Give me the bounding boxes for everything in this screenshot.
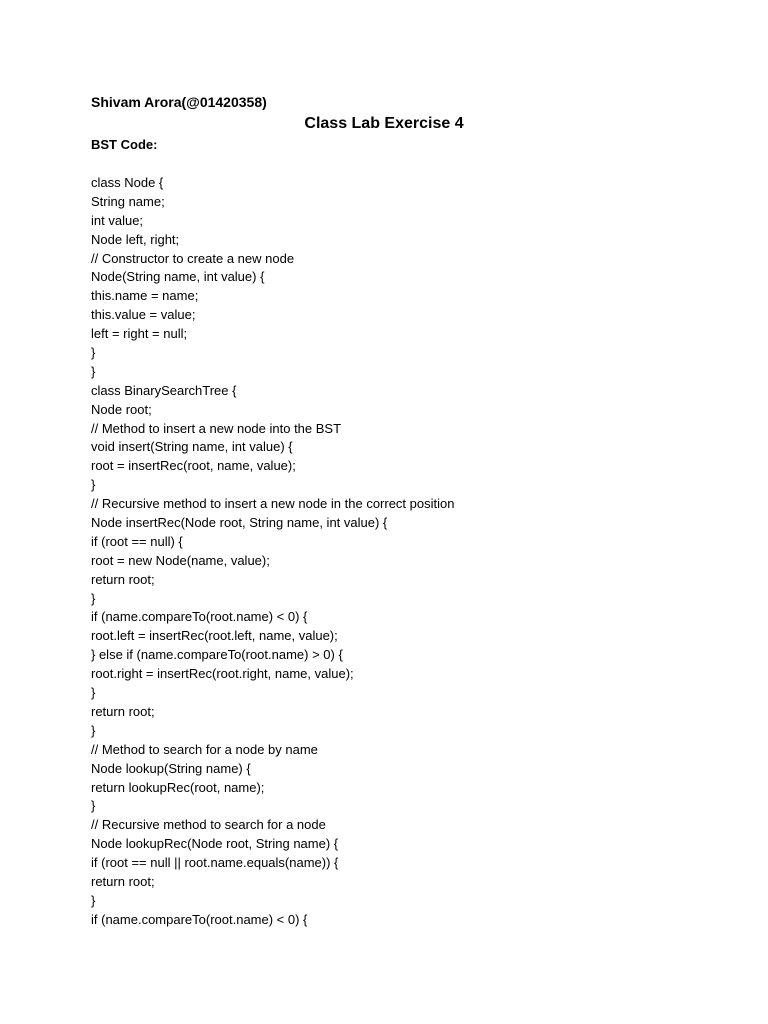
code-line: class BinarySearchTree { (91, 382, 237, 398)
code-line: return root; (91, 873, 155, 889)
code-line: // Recursive method to insert a new node in the correct position (91, 496, 455, 512)
code-line: } (91, 363, 96, 379)
document-title-text: Class Lab Exercise 4 (304, 115, 464, 132)
code-line: Node lookup(String name) { (91, 760, 251, 776)
code-line: Node left, right; (91, 231, 180, 247)
code-line: // Recursive method to search for a node (91, 817, 326, 833)
code-line: Node lookupRec(Node root, String name) { (91, 836, 339, 852)
code-line: root = new Node(name, value); (91, 552, 270, 568)
code-line: void insert(String name, int value) { (91, 439, 293, 455)
code-line: // Method to insert a new node into the BST (91, 420, 342, 436)
code-line: Node(String name, int value) { (91, 269, 265, 285)
code-line: } (91, 798, 96, 814)
code-line: if (root == null || root.name.equals(name)) { (91, 855, 339, 871)
code-line: } (91, 722, 96, 738)
code-line: this.value = value; (91, 307, 196, 323)
code-line: Node root; (91, 401, 152, 417)
code-block (91, 174, 454, 930)
code-line: } (91, 892, 96, 908)
document-title (0, 114, 768, 134)
code-line: // Constructor to create a new node (91, 250, 295, 266)
code-line: } (91, 477, 96, 493)
code-line: } (91, 590, 96, 606)
code-line: root = insertRec(root, name, value); (91, 458, 296, 474)
code-line: // Method to search for a node by name (91, 741, 318, 757)
code-line: if (name.compareTo(root.name) < 0) { (91, 609, 308, 625)
code-line: class Node { (91, 175, 164, 190)
code-line: Node insertRec(Node root, String name, int value) { (91, 515, 388, 531)
code-line: this.name = name; (91, 288, 199, 304)
code-line: } (91, 345, 96, 361)
code-line: int value; (91, 212, 144, 228)
author-line: Shivam Arora(@01420358) (91, 94, 267, 110)
code-line: } else if (name.compareTo(root.name) > 0) { (91, 647, 343, 663)
code-line: if (name.compareTo(root.name) < 0) { (91, 911, 308, 927)
code-line: } (91, 685, 96, 701)
code-line: root.right = insertRec(root.right, name, value); (91, 666, 354, 682)
section-label: BST Code: (91, 137, 158, 152)
code-line: return root; (91, 703, 155, 719)
code-line: String name; (91, 193, 165, 209)
code-line: return root; (91, 571, 155, 587)
code-line: if (root == null) { (91, 533, 183, 549)
code-line: left = right = null; (91, 326, 188, 342)
code-line: root.left = insertRec(root.left, name, value); (91, 628, 338, 644)
code-line: return lookupRec(root, name); (91, 779, 265, 795)
